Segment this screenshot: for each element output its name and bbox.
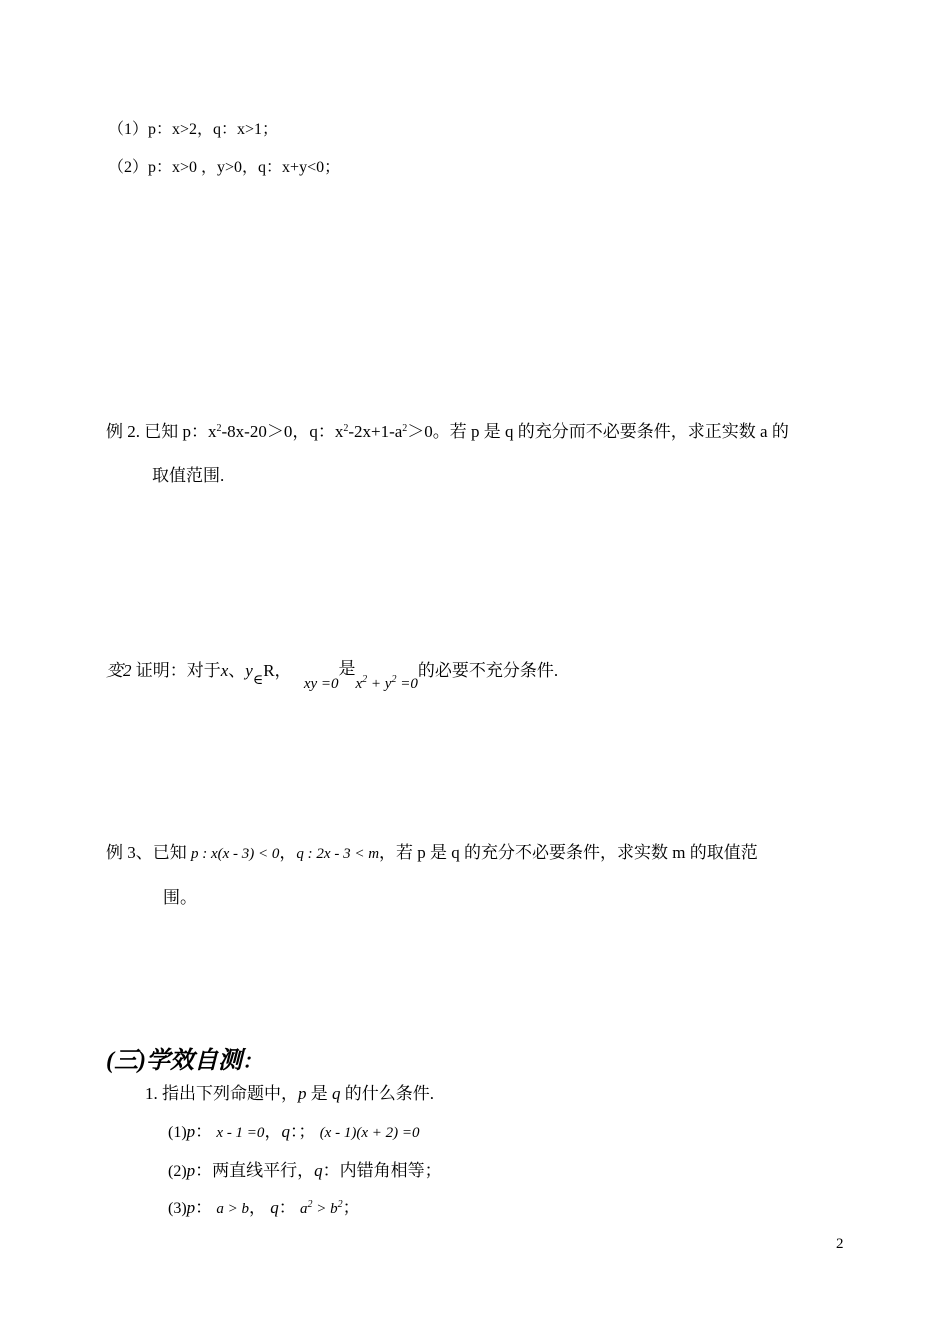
- example-2-line1: 例 2. 已知 p：$x^2-8x-20>0$，q：$x^2-2x+1-a^2>0$。若 p 是 q 的充分而不必要条件，求正实数 a 的: [106, 422, 789, 441]
- variation-2: 变2 证明：对于x、$y_\in R$， xy =0是$x^2 + y^2 =0$的必要不充分条件.: [106, 659, 559, 692]
- math-p-inequality: p : x(x - 3) < 0: [191, 846, 280, 862]
- example-2-line2: 取值范围.: [152, 466, 225, 485]
- math-xy-zero: xy =0: [303, 676, 339, 692]
- math-q-inequality: q : 2x - 3 < m: [296, 846, 380, 862]
- sub-question-3: (3)p： a > b， q： $a^2 > b^2$；: [168, 1198, 360, 1217]
- sub-question-1: (1)p： x - 1 =0，q：； (x - 1)(x + 2) =0: [168, 1122, 420, 1141]
- question-1: 1. 指出下列命题中，p 是 q 的什么条件.: [145, 1084, 434, 1103]
- item-2: （2）p：x>0 ，y>0，q：x+y<0；: [108, 159, 341, 176]
- example-3-line1: 例 3、已知 p : x(x - 3) < 0，q : 2x - 3 < m，若 p 是 q 的充分不必要条件，求实数 m 的取值范: [106, 843, 758, 862]
- example-3-line2: 围。: [163, 888, 197, 907]
- section-heading: (三)学效自测：: [106, 1048, 262, 1074]
- sub-question-2: (2)p：两直线平行，q：内错角相等；: [168, 1161, 442, 1180]
- item-1: （1）p：x>2，q：x>1；: [108, 121, 279, 138]
- page-number: 2: [836, 1236, 844, 1252]
- math-x2-y2-zero: $x^2 + y^2 =0$: [355, 674, 418, 692]
